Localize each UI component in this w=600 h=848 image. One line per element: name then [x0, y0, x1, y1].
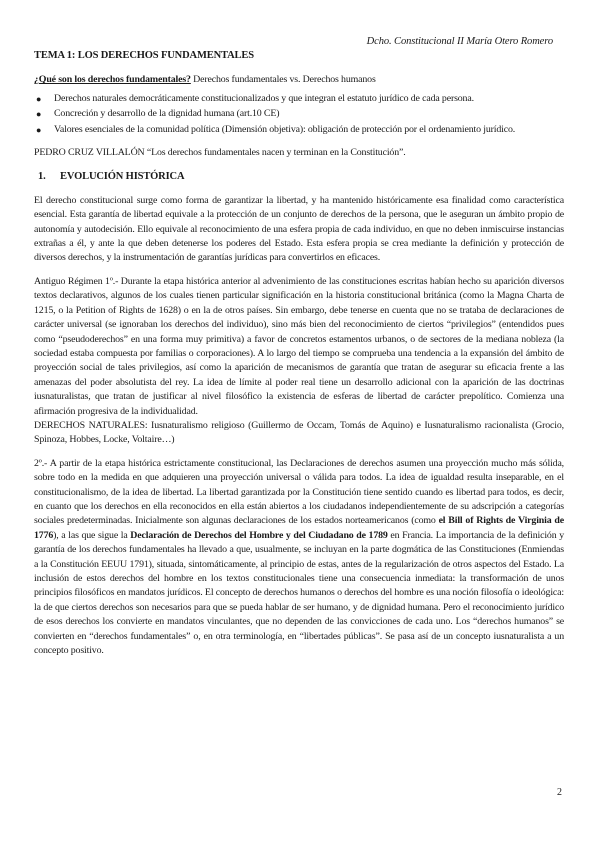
page-title: TEMA 1: LOS DERECHOS FUNDAMENTALES [34, 50, 254, 61]
declaration-bold: Declaración de Derechos del Hombre y del Ciudadano de 1789 [130, 529, 388, 541]
question-rest: Derechos fundamentales vs. Derechos humanos [190, 74, 376, 86]
bullet-icon: ● [36, 109, 42, 120]
paragraph-3-text-d: en Francia. La importancia de la definición y garantía de los derechos fundamentales ha llevado a que, usualmente, se incluyan en la parte dogmática de las Constituciones (Enmiendas a la Constitución EEUU 1791), situada, sintomáticamente, al principio de estas, antes de la regularización de otros aspectos del Estado. La inclusión de estos derechos del hombre en los textos constitucionales tiene una consecuencia inmediata: la transformación de unos principios filosóficos en mandatos jurídicos. El concepto de derechos humanos o derechos del hombre es una noción filosofía o ideológica: la de que ciertos derechos son necesarios para que se pueda hablar de ser humano, y de dignidad humana. Pero el reconocimiento jurídico de esos derechos los convierte en mandatos vinculantes, que no dependen de las convicciones de cada uno. Los “derechos humanos” se convierten en “derechos fundamentales” o, en otra terminología, en “libertades públicas”. Se pasa así de un concepto iusnaturalista a un concepto positivo. [34, 529, 564, 657]
section-heading [34, 170, 564, 184]
bullet-icon: ● [36, 124, 42, 135]
section-number: 1. [38, 171, 46, 183]
list-item [34, 107, 564, 121]
intro-question [34, 73, 564, 87]
section-title: EVOLUCIÓN HISTÓRICA [60, 171, 185, 183]
bill-of-rights-bold: el Bill of Rights de Virginia de 1776 [34, 515, 564, 541]
paragraph-3-text-c: ), a las que sigue la [53, 529, 131, 541]
list-item [34, 92, 564, 106]
paragraph-3-text-a: 2º.- A partir de la etapa histórica estrictamente constitucional, las Declaraciones de derechos asumen una proyección mucho más sólida, sobre todo en la medida en que adquieren una proyección universal o válida para todos. La idea de igualdad resulta inseparable, en el constitucionalismo, de la idea de libertad. La libertad garantizada por la Constitución tiene sentido cuando es libertad para todos, es decir, en cuanto que los derechos en ella reconocidos en ella están abiertos a los ciudadanos independientemente de su adscripción a categorías sociales predeterminadas. Inicialmente son algunas declaraciones de los estados norteamericanos (como [34, 457, 564, 527]
list-item-text: Valores esenciales de la comunidad política (Dimensión objetiva): obligación de protección por el ordenamiento jurídico. [54, 123, 516, 135]
bullet-icon: ● [36, 93, 42, 104]
page-body [34, 49, 564, 658]
page-number: 2 [557, 787, 562, 798]
paragraph-2: Antiguo Régimen 1º.- Durante la etapa histórica anterior al advenimiento de las constituciones escritas habían hecho su aparición diversos textos declarativos, algunos de los cuales tienen particular significación en la historia constitucional británica (como la Magna Charta de 1215, o la Petition of Rights de 1628) o en la de otros países. Sin embargo, debe tenerse en cuenta que no se trataba de declaraciones de carácter universal (se ignoraban los derechos del individuo), sino más bien del reconocimiento de ciertos “privilegios” (entendidos pues como “pseudoderechos” en una forma muy primitiva) a favor de concretos estamentos urbanos, o de sectores de la mediana nobleza (la sociedad estaba compuesta por familias o corporaciones). A lo largo del tiempo se comprueba una tendencia a la expansión del ámbito de proyección social de tales privilegios, así como la aparición de mecanismos de garantía que tratan de asegurar su eficacia frente a las amenazas del poder absolutista del rey. La idea de límite al poder real tiene un desarrollo adicional con la aparición de las doctrinas iusnaturalistas, que tratan de justificar al nivel filosófico la existencia de esferas de libertad de carácter prepolítico. Comienza una afirmación progresiva de la individualidad. [34, 275, 564, 417]
list-item [34, 123, 564, 137]
paragraph-3 [34, 457, 564, 659]
running-header: Dcho. Constitucional II María Otero Romero [366, 36, 553, 47]
paragraph-2-tail: DERECHOS NATURALES: Iusnaturalismo religioso (Guillermo de Occam, Tomás de Aquino) e Iusnaturalismo racionalista (Grocio, Spinoza, Hobbes, Locke, Voltaire…) [34, 419, 564, 446]
definition-list [34, 92, 564, 137]
paragraph-1: El derecho constitucional surge como forma de garantizar la libertad, y ha mantenido históricamente esa finalidad como característica esencial. Esta garantía de libertad equivale a la protección de un conjunto de derechos de la persona, que le aseguran un ámbito propio de autonomía y autodecisión. Ello equivale al reconocimiento de una esfera propia de cada individuo, en que no deben inmiscuirse instancias extrañas a él, y ante la que deben detenerse los poderes del Estado. Esta esfera propia se crea mediante la definición y protección de diversos derechos, y la instrumentación de garantías jurídicas para convertirlos en eficaces. [34, 194, 564, 264]
quote: PEDRO CRUZ VILLALÓN “Los derechos fundamentales nacen y terminan en la Constitución”. [34, 147, 406, 159]
list-item-text: Derechos naturales democráticamente constitucionalizados y que integran el estatuto jurídico de cada persona. [54, 92, 474, 104]
question-bold: ¿Qué son los derechos fundamentales? [34, 74, 191, 86]
list-item-text: Concreción y desarrollo de la dignidad humana (art.10 CE) [54, 108, 280, 120]
